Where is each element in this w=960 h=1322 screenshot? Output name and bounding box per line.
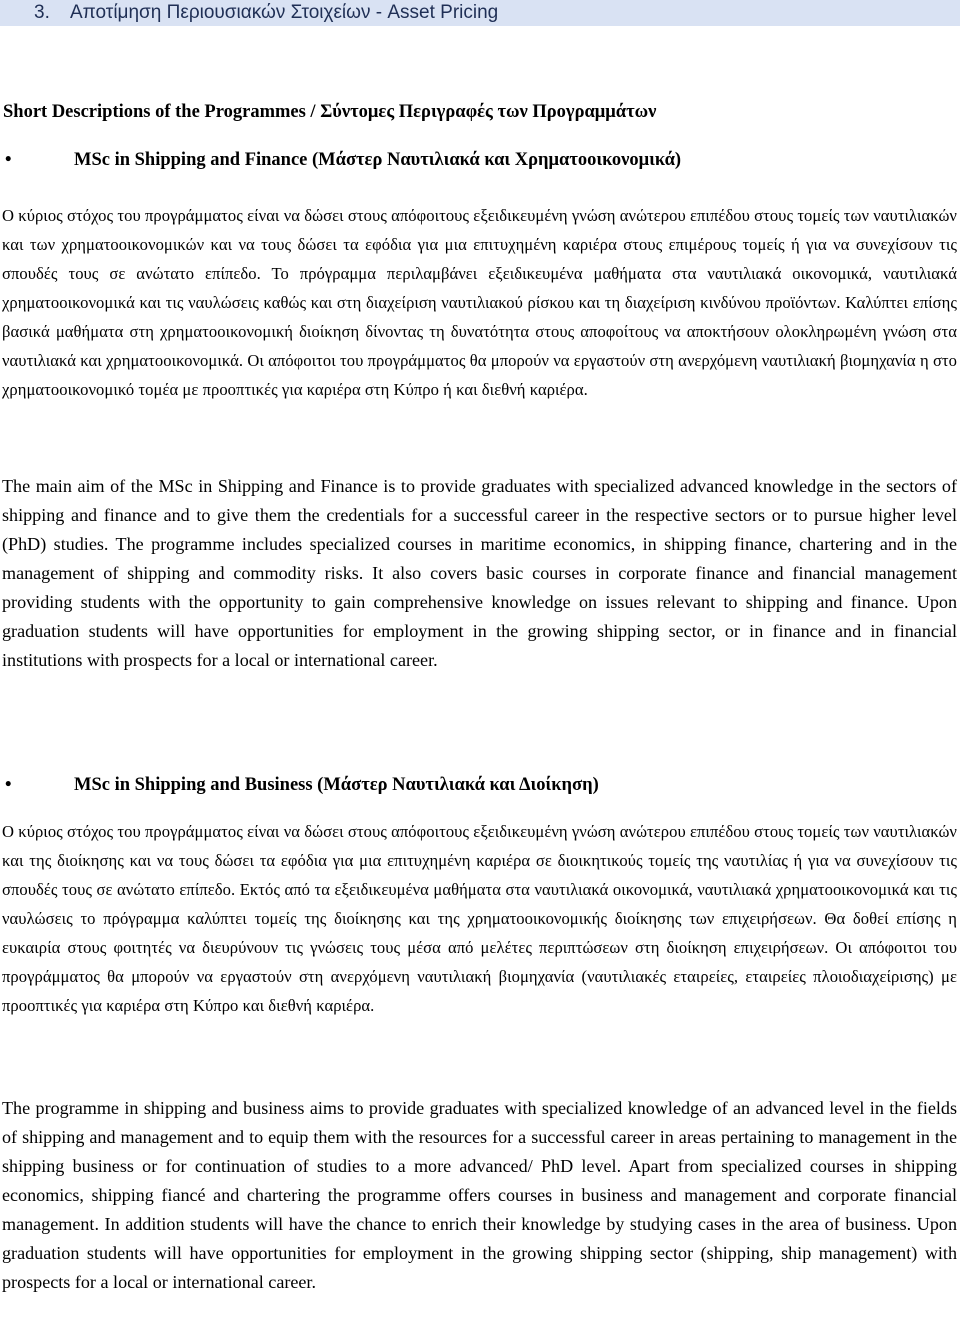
programme-heading	[0, 145, 960, 175]
programme-title: MSc in Shipping and Business (Μάστερ Ναυτιλιακά και Διοίκηση)	[74, 775, 599, 795]
programme-heading	[0, 770, 960, 800]
programmes-title: Short Descriptions of the Programmes / Σύντομες Περιγραφές των Προγραμμάτων	[3, 102, 657, 122]
programme-title: MSc in Shipping and Finance (Μάστερ Ναυτιλιακά και Χρηματοοικονομικά)	[74, 150, 682, 170]
programme-greek-description: Ο κύριος στόχος του προγράμματος είναι να δώσει στους απόφοιτους εξειδικευμένη γνώση ανώτερου επιπέδου στους τομείς των ναυτιλιακών και της διοίκησης και να τους δώσει τα εφόδια για μια επιτυχημένη καριέρα σε διοικητικούς τομείς της ναυτιλίας ή για να συνεχίσουν τις σπουδές τους σε ανώτατο επίπεδο. Εκτός από τα εξειδικευμένα μαθήματα στα ναυτιλιακά οικονομικά, ναυτιλιακά χρηματοοικονομικά και τις ναυλώσεις το πρόγραμμα καλύπτει τομείς της διοίκησης και της χρηματοοικονομικής διοίκησης των επιχειρήσεων. Θα δοθεί επίσης η ευκαιρία στους φοιτητές να διευρύνουν τις γνώσεις τους μέσα από μελέτες περιπτώσεων στη διοίκηση επιχειρήσεων. Οι απόφοιτοι του προγράμματος θα μπορούν να εργαστούν στη ανερχόμενη ναυτιλιακή βιομηχανία (ναυτιλιακές εταιρείες, εταιρείες πλοιοδιαχείρισης) με προοπτικές για καριέρα στη Κύπρο και διεθνή καριέρα.	[2, 822, 957, 1015]
bullet-icon: •	[5, 150, 12, 170]
programme-english-description: The programme in shipping and business aims to provide graduates with specialized knowledge of an advanced level in the fields of shipping and management and to equip them with the resources for a successful career in areas pertaining to management in the shipping business or for continuation of studies to a more advanced/ PhD level. Apart from specialized courses in shipping economics, shipping fiancé and chartering the programme offers courses in business and management and corporate financial management. In addition students will have the chance to enrich their knowledge by studying cases in the area of business. Upon graduation students will have opportunities for employment in the growing shipping sector (shipping, ship management) with prospects for a local or international career.	[2, 1098, 957, 1292]
programme-english-description: The main aim of the MSc in Shipping and Finance is to provide graduates with specialized advanced knowledge in the sectors of shipping and finance and to give them the credentials for a successful career in the respective sectors or to pursue higher level (PhD) studies. The programme includes specialized courses in maritime economics, in shipping finance, chartering and in the management of shipping and commodity risks. It also covers basic courses in corporate finance and financial management providing students with the opportunity to gain comprehensive knowledge on issues relevant to shipping and finance. Upon graduation students will have opportunities for employment in the growing shipping sector, or in finance and in financial institutions with prospects for a local or international career.	[2, 476, 957, 670]
section-number: 3.	[34, 2, 50, 23]
section-heading	[0, 0, 960, 26]
programme-greek-description: Ο κύριος στόχος του προγράμματος είναι να δώσει στους απόφοιτους εξειδικευμένη γνώση ανώτερου επιπέδου στους τομείς των ναυτιλιακών και των χρηματοοικονομικών και να τους δώσει τα εφόδια για μια επιτυχημένη καριέρα στους επιμέρους τομείς ή για να συνεχίσουν τις σπουδές τους σε ανώτατο επίπεδο. Το πρόγραμμα περιλαμβάνει εξειδικευμένα μαθήματα στα ναυτιλιακά οικονομικά, ναυτιλιακά χρηματοοικονομικά και τις ναυλώσεις καθώς και στη διαχείριση ναυτιλιακού ρίσκου και τη διαχείριση κινδύνου προϊόντων. Καλύπτει επίσης βασικά μαθήματα στη χρηματοοικονομική διοίκηση δίνοντας τη δυνατότητα στους αποφοίτους να αποκτήσουν ολοκληρωμένη γνώση στα ναυτιλιακά και χρηματοοικονομικά. Οι απόφοιτοι του προγράμματος θα μπορούν να εργαστούν στη ανερχόμενη ναυτιλιακή βιομηχανία η στο χρηματοοικονομικό τομέα με προοπτικές για καριέρα στη Κύπρο ή και διεθνή καριέρα.	[2, 206, 957, 399]
bullet-icon: •	[5, 775, 12, 795]
section-title: Αποτίμηση Περιουσιακών Στοιχείων - Asset Pricing	[70, 2, 499, 23]
